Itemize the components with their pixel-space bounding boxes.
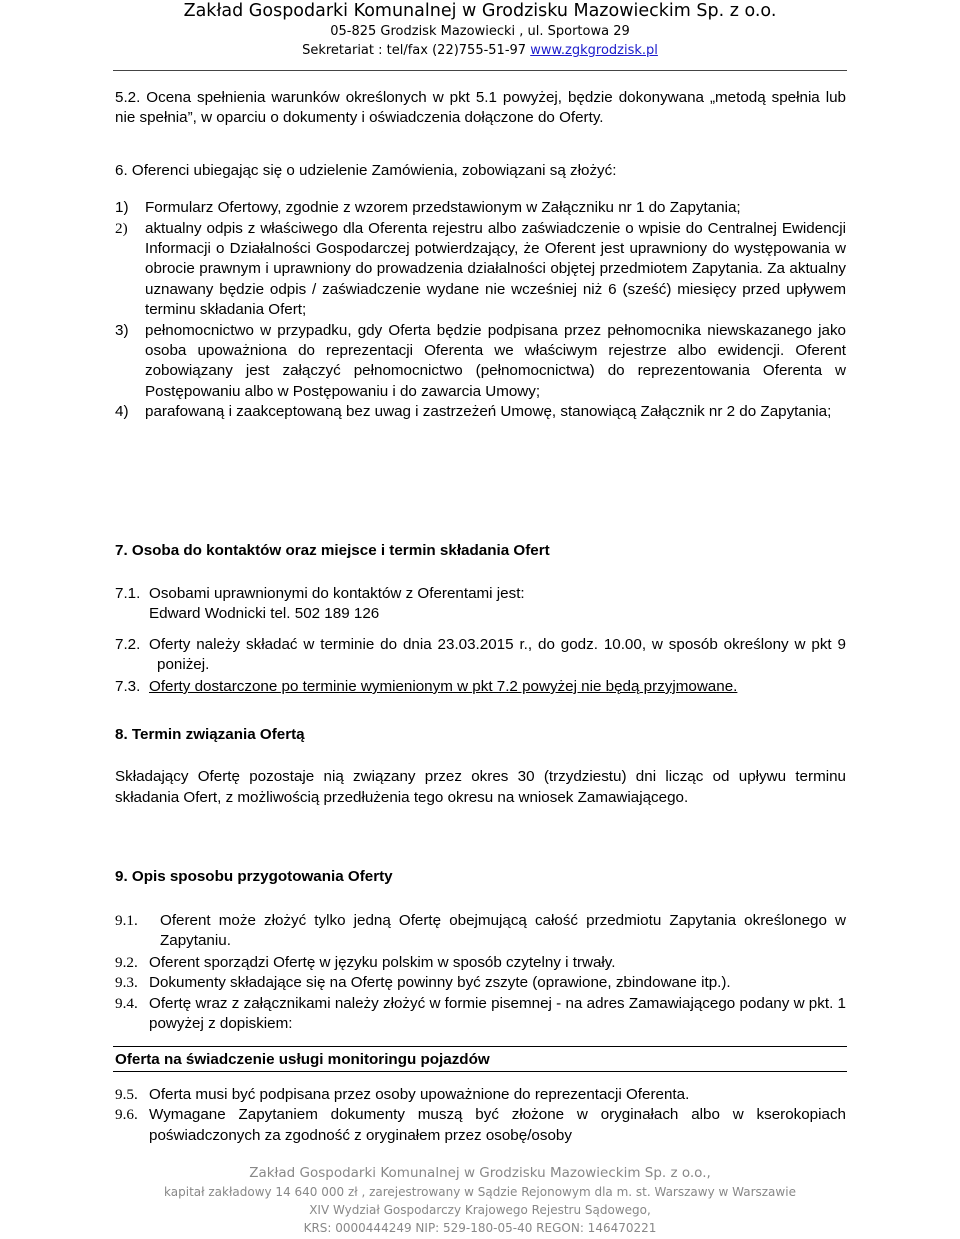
list-item: [115, 1085, 846, 1105]
list-item: [115, 198, 846, 218]
header-address: 05-825 Grodzisk Mazowiecki , ul. Sportowa 29: [330, 24, 630, 39]
list-item: [115, 402, 846, 422]
list-item-text: Wymagane Zapytaniem dokumenty muszą być złożone w oryginałach albo w kserokopiach poświadczonych za zgodność z oryginałem przez osobę/osoby: [149, 1106, 846, 1144]
list-item: [115, 953, 846, 973]
section-7-1: [115, 584, 846, 625]
section-5-2: 5.2. Ocena spełnienia warunków określonych w pkt 5.1 powyżej, będzie dokonywana „metodą spełnia lub nie spełnia”, w oparciu o dokumenty i oświadczenia dołączone do Oferty.: [115, 89, 846, 127]
footer-court: XIV Wydział Gospodarczy Krajowego Rejestru Sądowego,: [309, 1203, 651, 1217]
list-item-number: 9.5.: [115, 1086, 138, 1103]
list-item-text: pełnomocnictwo w przypadku, gdy Oferta będzie podpisana przez pełnomocnika niewskazanego jako osoba upoważniona do reprezentacji Oferenta we właściwym rejestrze albo ewidencji. Oferent zobowiązany jest załączyć pełnomocnictwo (pełnomocnictwa) do reprezentowania Oferenta w Postępowaniu albo w Postępowaniu i do zawarcia Umowy;: [145, 321, 846, 400]
paragraph-text: Oferty należy składać w terminie do dnia 23.03.2015 r., do godz. 10.00, w sposób określony w pkt 9 poniżej.: [149, 636, 846, 674]
section-7-2: [115, 635, 846, 676]
list-item-text: aktualny odpis z właściwego dla Oferenta rejestru albo zaświadczenie o wpisie do Centralnej Ewidencji Informacji o Działalności Gospodarczej potwierdzający, że Oferent jest uprawniony do występowania w obrocie prawnym i uprawniony do prowadzenia działalności objętej przedmiotem Zapytania. Za aktualny uznawany będzie odpis / zaświadczenie wydane nie wcześniej niż 6 (sześć) miesięcy przed upływem terminu składania Ofert;: [145, 219, 846, 319]
section-7-3: [115, 677, 846, 697]
header-secretariat: Sekretariat : tel/fax (22)755-51-97: [302, 43, 527, 58]
section-9-heading: 9. Opis sposobu przygotowania Oferty: [115, 868, 393, 885]
page-header: [0, 0, 960, 60]
list-item-text: parafowaną i zaakceptowaną bez uwag i zastrzeżeń Umowę, stanowiącą Załącznik nr 2 do Zapytania;: [145, 403, 832, 421]
list-item-text: Formularz Ofertowy, zgodnie z wzorem przedstawionym w Załączniku nr 1 do Zapytania;: [145, 199, 741, 217]
main-content: [115, 88, 846, 423]
list-item-text: Dokumenty składające się na Ofertę powinny być zszyte (oprawione, zbindowane itp.).: [149, 974, 731, 992]
section-8-heading: 8. Termin związania Ofertą: [115, 726, 305, 743]
section-8-text: Składający Ofertę pozostaje nią związany przez okres 30 (trzydziestu) dni licząc od upływu terminu składania Ofert, z możliwością przedłużenia tego okresu na wniosek Zamawiającego.: [115, 768, 846, 806]
list-item-number: 9.6.: [115, 1106, 138, 1124]
list-item: [115, 973, 846, 993]
paragraph-number: 7.2.: [115, 636, 141, 653]
header-divider: [113, 70, 847, 71]
list-item: [115, 321, 846, 403]
list-item-number: 9.2.: [115, 953, 138, 971]
header-company: Zakład Gospodarki Komunalnej w Grodzisku Mazowieckim Sp. z o.o.: [183, 1, 777, 21]
list-item-number: 4): [115, 403, 129, 421]
contact-person: Edward Wodnicki tel. 502 189 126: [149, 605, 380, 623]
paragraph-number: 7.1.: [115, 585, 141, 602]
list-item-number: 1): [115, 199, 129, 217]
list-item: [115, 994, 846, 1035]
page-footer: [0, 1163, 960, 1237]
header-website-link[interactable]: www.zgkgrodzisk.pl: [530, 43, 658, 58]
footer-capital: kapitał zakładowy 14 640 000 zł , zarejestrowany w Sądzie Rejonowym dla m. st. Warszawy w Warszawie: [164, 1185, 796, 1199]
paragraph-text: Oferty dostarczone po terminie wymienionym w pkt 7.2 powyżej nie będą przyjmowane.: [149, 678, 738, 695]
list-item: [115, 1105, 846, 1146]
header-contact: [0, 41, 960, 60]
section-6-intro: 6. Oferenci ubiegając się o udzielenie Zamówienia, zobowiązani są złożyć:: [115, 161, 617, 179]
list-item-text: Oferent może złożyć tylko jedną Ofertę obejmującą całość przedmiotu Zapytania określonego w Zapytaniu.: [160, 912, 846, 950]
list-item-number: 9.3.: [115, 974, 138, 992]
offer-label-box: Oferta na świadczenie usługi monitoringu pojazdów: [113, 1046, 847, 1072]
section-7-heading: 7. Osoba do kontaktów oraz miejsce i termin składania Ofert: [115, 542, 550, 559]
footer-ids: KRS: 0000444249 NIP: 529-180-05-40 REGON: 146470221: [303, 1221, 657, 1235]
list-item: [115, 219, 846, 321]
section-9-list: [115, 911, 846, 1034]
list-item-text: Ofertę wraz z załącznikami należy złożyć w formie pisemnej - na adres Zamawiającego podany w pkt. 1 powyżej z dopiskiem:: [149, 994, 846, 1033]
list-item-number: 2): [115, 219, 128, 237]
list-item: [115, 911, 846, 952]
list-item-text: Oferta musi być podpisana przez osoby upoważnione do reprezentacji Oferenta.: [149, 1086, 690, 1103]
list-item-number: 3): [115, 321, 129, 339]
section-9-list-continued: [115, 1085, 846, 1146]
paragraph-number: 7.3.: [115, 678, 141, 695]
list-item-text: Oferent sporządzi Ofertę w języku polskim w sposób czytelny i trwały.: [149, 953, 616, 971]
paragraph-text: Osobami uprawnionymi do kontaktów z Oferentami jest:: [149, 585, 525, 602]
section-6-list: [115, 198, 846, 422]
list-item-number: 9.4.: [115, 994, 138, 1012]
list-item-number: 9.1.: [115, 912, 138, 929]
footer-company: Zakład Gospodarki Komunalnej w Grodzisku Mazowieckim Sp. z o.o.,: [249, 1165, 711, 1181]
